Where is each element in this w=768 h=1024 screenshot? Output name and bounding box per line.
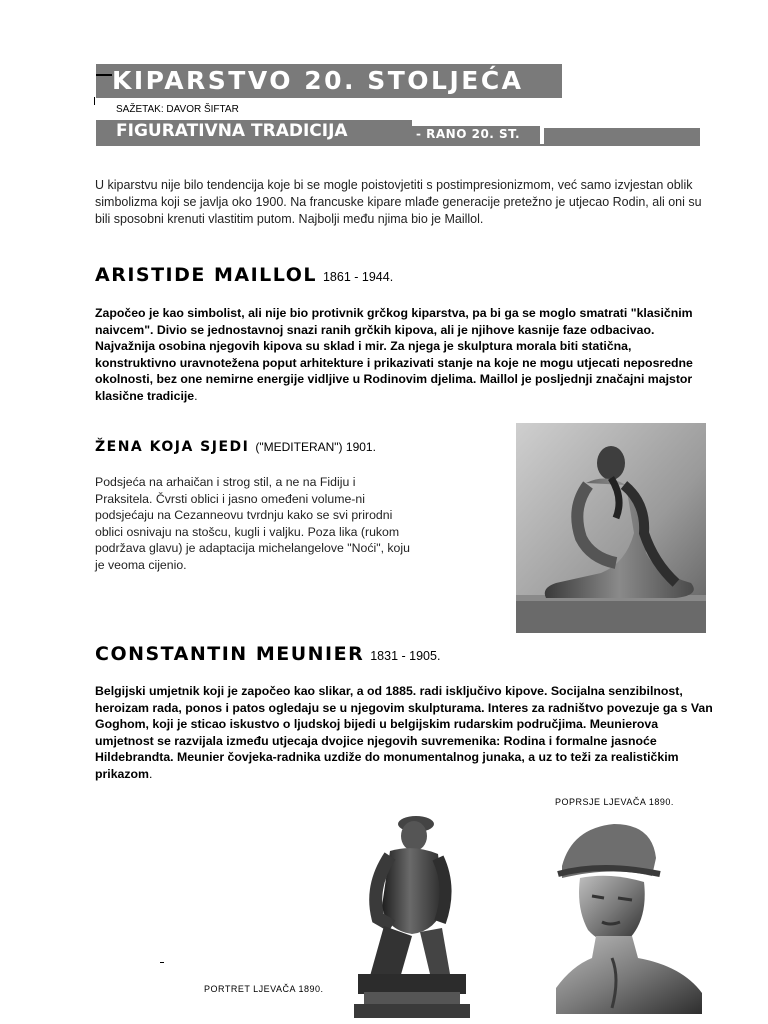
meunier-dates: 1831 - 1905. — [370, 649, 441, 663]
meunier-heading — [95, 643, 440, 665]
meunier-text: Belgijski umjetnik koji je započeo kao slikar, a od 1885. radi isključivo kipove. Socijalna senzibilnost, heroizam rada, ponos i patos ogledaju se u njegovim skulpturama. Interes za radništvo povezuje ga s Van Goghom, koji je sticao iskustvo o ljudskoj bijedi u belgijskim rudarskim područjima. Meunierova umjetnost se razvijala između utjecaja dvojice njegovih suvremenika: Rodina i formalne jasnoće Hildebrandta. Meunier čovjeka-radnika uzdiže do monumentalnog junaka, a uz to teži za realističkim prikazom — [95, 684, 713, 781]
subtitle-period: - RANO 20. ST. — [416, 127, 521, 141]
title-bar-mark — [94, 97, 95, 105]
maillol-name: ARISTIDE MAILLOL — [95, 264, 317, 286]
page-subtitle: FIGURATIVNA TRADICIJA — [116, 121, 348, 141]
work-heading — [95, 439, 376, 455]
worker-statue-photo — [340, 806, 480, 1020]
maillol-text-end: . — [194, 388, 198, 403]
work-paragraph: Podsjeća na arhaičan i strog stil, a ne na Fidiju i Praksitela. Čvrsti oblici i jasno omeđeni volume-ni podsjećaju na Cezanneovu tvrdnju kako se svi prirodni oblici osnivaju na stošcu, kugli i valjku. Poza lika (rukom podržava glavu) je adaptacija michelangelove "Noći", koju je veoma cijenio. — [95, 475, 410, 572]
bust-photo — [552, 818, 712, 1018]
intro-paragraph: U kiparstvu nije bilo tendencija koje bi se mogle poistovjetiti s postimpresionizmom, već samo izvjestan oblik simbolizma koji se javlja oko 1900. Na francuske kipare mlađe generacije pretežno je utjecao Rodin, ali oni su bili sposobni krenuti vlastitim putom. Najbolji među njima bio je Maillol. — [95, 178, 702, 226]
caption-mark — [160, 962, 164, 963]
meunier-text-end: . — [149, 766, 153, 781]
bust-caption: POPRSJE LJEVAČA 1890. — [555, 797, 674, 807]
maillol-text: Započeo je kao simbolist, ali nije bio protivnik grčkog kiparstva, pa bi ga se moglo smatrati "klasičnim naivcem". Divio se jednostavnoj snazi ranih grčkih kipova, ali je njihove kasnije faze odbacivao. Najvažnija osobina njegovih kipova su sklad i mir. Za njega je skulptura morala biti statična, konstruktivno uravnotežena poput arhitekture i prikazivati stanje na koje ne mogu utjecati neposredne okolnosti, bez one nemirne energije vidljive u Rodinovim djelima. Maillol je posljednji značajni majstor klasične tradicije — [95, 306, 693, 403]
portrait-caption: PORTRET LJEVAČA 1890. — [204, 984, 324, 994]
subtitle-tail-bar — [544, 128, 700, 145]
subtitle-underline — [96, 144, 700, 146]
title-bar-tick — [96, 74, 112, 76]
meunier-paragraph — [95, 683, 715, 782]
maillol-paragraph — [95, 305, 715, 404]
seated-woman-photo — [516, 423, 706, 633]
maillol-dates: 1861 - 1944. — [322, 270, 394, 284]
work-title: ŽENA KOJA SJEDI — [95, 439, 250, 455]
author-line: SAŽETAK: DAVOR ŠIFTAR — [116, 104, 239, 115]
maillol-heading — [95, 264, 393, 286]
page-title: KIPARSTVO 20. STOLJEĆA — [112, 66, 524, 95]
meunier-name: CONSTANTIN MEUNIER — [95, 643, 365, 665]
work-subtitle: ("MEDITERAN") 1901. — [255, 440, 376, 454]
